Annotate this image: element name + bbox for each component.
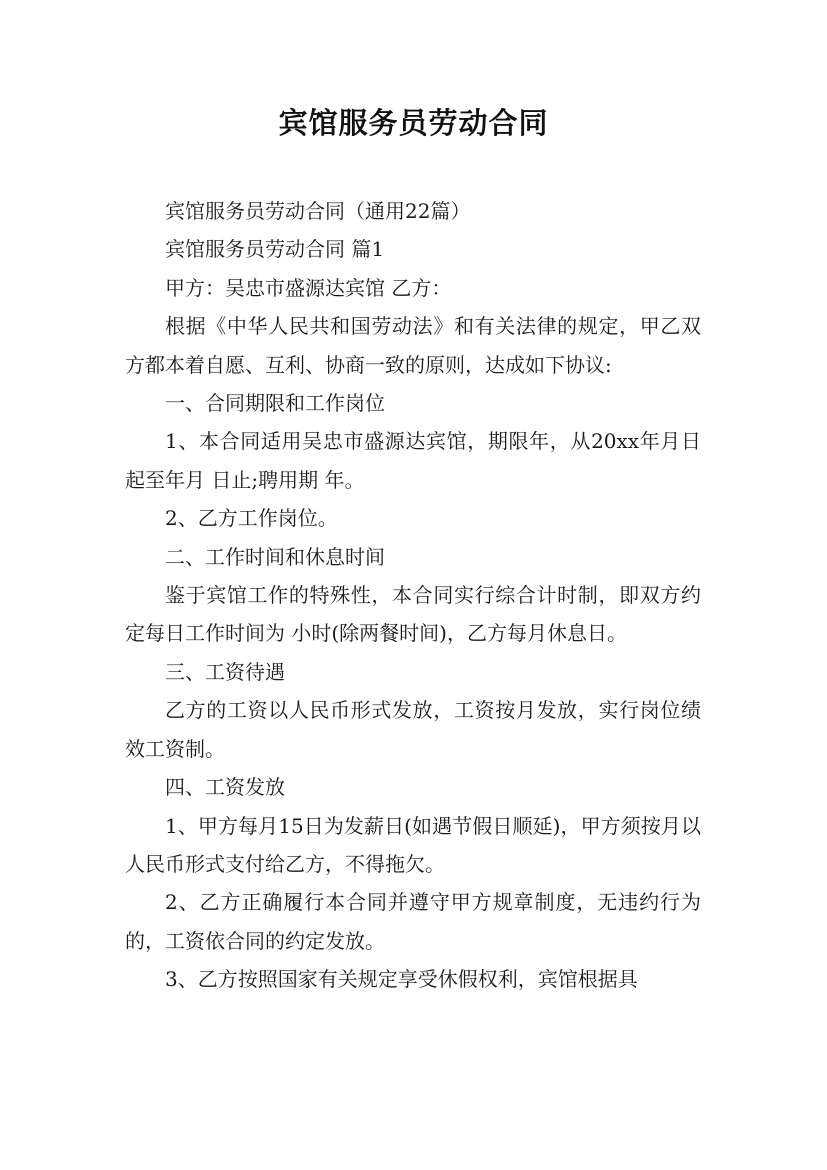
- heading-wage-payment: 四、工资发放: [165, 775, 285, 800]
- paragraph-payment-clause-2: 2、乙方正确履行本合同并遵守甲方规章制度，无违约行为的，工资依合同的约定发放。: [125, 890, 701, 953]
- document-title: 宾馆服务员劳动合同: [278, 106, 549, 140]
- heading-working-hours: 二、工作时间和休息时间: [165, 544, 385, 569]
- paragraph-parties: 甲方：吴忠市盛源达宾馆 乙方：: [165, 275, 452, 300]
- paragraph-payment-clause-1: 1、甲方每月15日为发薪日(如遇节假日顺延)，甲方须按月以人民币形式支付给乙方，不得拖欠。: [125, 813, 701, 876]
- paragraph-wages: 乙方的工资以人民币形式发放，工资按月发放，实行岗位绩效工资制。: [125, 698, 701, 761]
- paragraph-preamble: 根据《中华人民共和国劳动法》和有关法律的规定，甲乙双方都本着自愿、互利、协商一致的原则，达成如下协议:: [125, 314, 701, 377]
- paragraph-payment-clause-3: 3、乙方按照国家有关规定享受休假权利，宾馆根据具: [165, 967, 638, 992]
- document-body: [125, 192, 701, 999]
- paragraph-subtitle: 宾馆服务员劳动合同（通用22篇）: [165, 199, 471, 223]
- heading-contract-term: 一、合同期限和工作岗位: [165, 391, 385, 416]
- paragraph-section-heading: 宾馆服务员劳动合同 篇1: [165, 237, 385, 262]
- heading-wages: 三、工资待遇: [165, 659, 285, 684]
- paragraph-working-hours: 鉴于宾馆工作的特殊性，本合同实行综合计时制，即双方约定每日工作时间为 小时(除两餐时间)，乙方每月休息日。: [125, 583, 701, 646]
- paragraph-term-clause-1: 1、本合同适用吴忠市盛源达宾馆，期限年，从20xx年月日起至年月 日止;聘用期 年。: [125, 429, 701, 492]
- paragraph-term-clause-2: 2、乙方工作岗位。: [165, 506, 338, 531]
